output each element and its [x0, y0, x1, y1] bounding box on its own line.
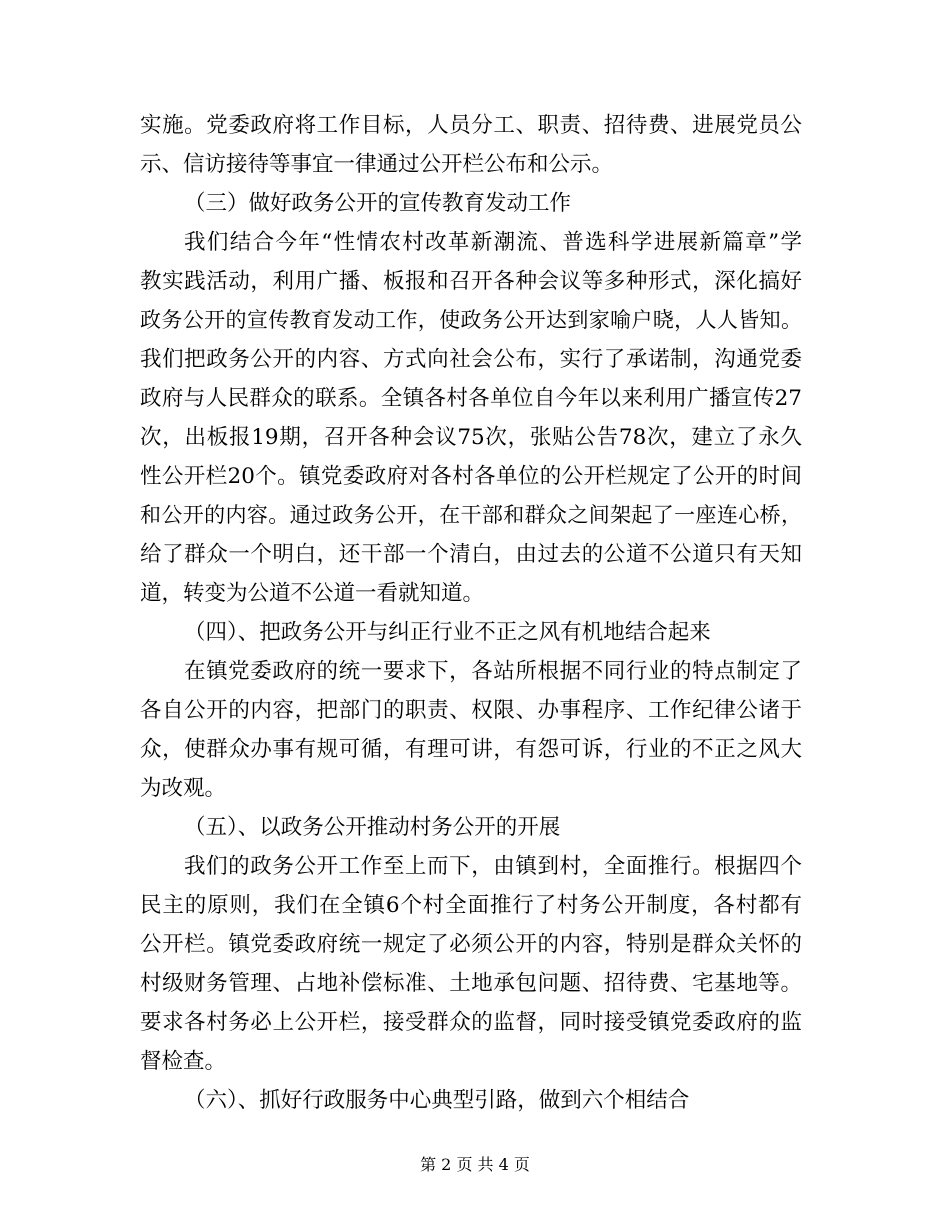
- document-body: [140, 106, 802, 1120]
- text-line: 公开栏。镇党委政府统一规定了必须公开的内容，特别是群众关怀的: [140, 932, 802, 957]
- text-line: 性公开栏20个。镇党委政府对各村各单位的公开栏规定了公开的时间: [140, 464, 802, 489]
- text-line: 我们结合今年“性情农村改革新潮流、普选科学进展新篇章”学: [184, 230, 802, 255]
- text-line: 村级财务管理、占地补偿标准、土地承包问题、招待费、宅基地等。: [140, 971, 802, 996]
- text-line: 道，转变为公道不公道一看就知道。: [140, 581, 485, 606]
- text-line: 实施。党委政府将工作目标，人员分工、职责、招待费、进展党员公: [140, 113, 802, 138]
- text-line: 在镇党委政府的统一要求下，各站所根据不同行业的特点制定了: [184, 659, 802, 684]
- text-line: 和公开的内容。通过政务公开，在干部和群众之间架起了一座连心桥，: [140, 503, 802, 527]
- text-line: 众，使群众办事有规可循，有理可讲，有怨可诉，行业的不正之风大: [140, 737, 802, 762]
- text-line: （三）做好政务公开的宣传教育发动工作: [184, 191, 572, 216]
- text-line: 给了群众一个明白，还干部一个清白，由过去的公道不公道只有天知: [140, 542, 802, 567]
- text-line: 我们把政务公开的内容、方式向社会公布，实行了承诺制，沟通党委: [140, 347, 802, 372]
- page-footer: 第 2 页 共 4 页: [420, 1155, 530, 1174]
- text-line: 我们的政务公开工作至上而下，由镇到村，全面推行。根据四个: [184, 854, 802, 879]
- text-line: 督检查。: [140, 1049, 227, 1074]
- text-line: 为改观。: [140, 776, 227, 801]
- text-line: （五）、以政务公开推动村务公开的开展: [184, 815, 561, 840]
- text-line: 政务公开的宣传教育发动工作，使政务公开达到家喻户晓，人人皆知。: [140, 308, 802, 332]
- text-line: 次，出板报19期，召开各种会议75次，张贴公告78次，建立了永久: [140, 425, 802, 450]
- text-line: 各自公开的内容，把部门的职责、权限、办事程序、工作纪律公诸于: [140, 698, 802, 723]
- text-line: 教实践活动，利用广播、板报和召开各种会议等多种形式，深化搞好: [140, 269, 802, 294]
- text-line: 示、信访接待等事宜一律通过公开栏公布和公示。: [140, 152, 614, 177]
- text-line: 民主的原则，我们在全镇6个村全面推行了村务公开制度，各村都有: [140, 893, 802, 918]
- text-line: （四）、把政务公开与纠正行业不正之风有机地结合起来: [184, 620, 711, 645]
- text-line: 政府与人民群众的联系。全镇各村各单位自今年以来利用广播宣传27: [140, 386, 802, 411]
- text-line: （六）、抓好行政服务中心典型引路，做到六个相结合: [184, 1088, 690, 1113]
- text-line: 要求各村务必上公开栏，接受群众的监督，同时接受镇党委政府的监: [140, 1010, 802, 1035]
